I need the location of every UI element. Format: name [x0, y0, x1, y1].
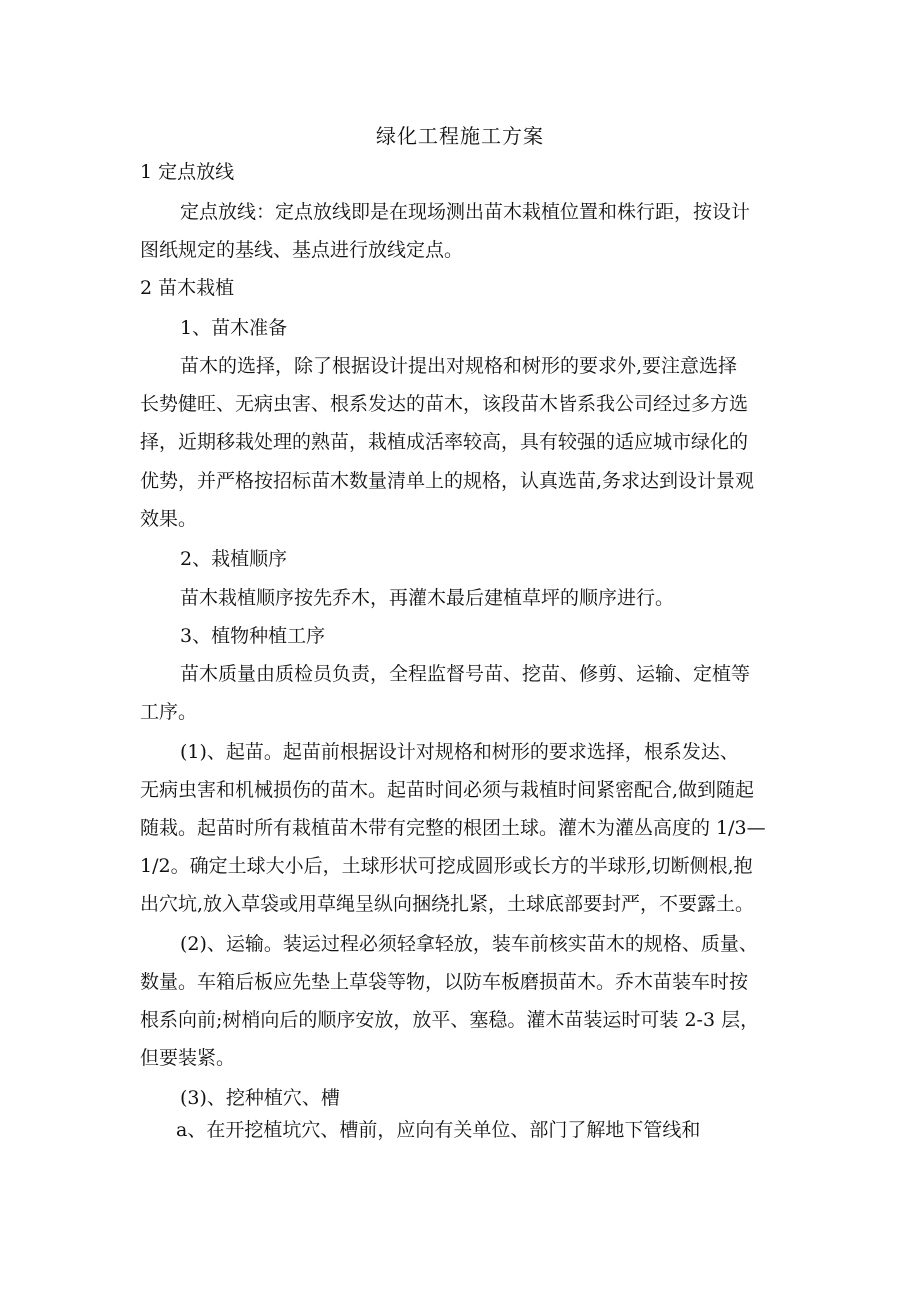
paragraph-line: a、在开挖植坑穴、槽前，应向有关单位、部门了解地下管线和 — [176, 1119, 701, 1141]
paragraph-line: 无病虫害和机械损伤的苗木。起苗时间必须与栽植时间紧密配合,做到随起 — [140, 779, 755, 801]
paragraph-line: 择，近期移栽处理的熟苗，栽植成活率较高，具有较强的适应城市绿化的 — [140, 431, 749, 453]
paragraph-line: 随栽。起苗时所有栽植苗木带有完整的根团土球。灌木为灌丛高度的 1/3— — [140, 817, 766, 839]
paragraph-line: (2)、运输。装运过程必须轻拿轻放，装车前核实苗木的规格、质量、 — [180, 933, 758, 955]
paragraph-line: 根系向前;树梢向后的顺序安放，放平、塞稳。灌木苗装运时可装 2-3 层， — [140, 1009, 760, 1031]
subheading-dig-pits: (3)、挖种植穴、槽 — [180, 1087, 340, 1109]
paragraph-line: 但要装紧。 — [140, 1047, 236, 1069]
paragraph-line: 出穴坑,放入草袋或用草绳呈纵向捆绕扎紧，土球底部要封严，不要露土。 — [140, 893, 755, 915]
paragraph-line: 苗木的选择，除了根据设计提出对规格和树形的要求外,要注意选择 — [180, 355, 738, 377]
paragraph-line: 长势健旺、无病虫害、根系发达的苗木，该段苗木皆系我公司经过多方选 — [140, 393, 749, 415]
paragraph-line: 苗木栽植顺序按先乔木，再灌木最后建植草坪的顺序进行。 — [180, 587, 675, 609]
paragraph-line: 图纸规定的基线、基点进行放线定点。 — [140, 239, 464, 261]
paragraph-line: 工序。 — [140, 701, 198, 723]
heading-2-planting: 2 苗木栽植 — [140, 277, 235, 299]
subheading-planting-order: 2、栽植顺序 — [180, 548, 288, 570]
paragraph-line: 1/2。确定土球大小后，土球形状可挖成圆形或长方的半球形,切断侧根,抱 — [140, 855, 753, 877]
paragraph-line: 数量。车箱后板应先垫上草袋等物，以防车板磨损苗木。乔木苗装车时按 — [140, 971, 749, 993]
document-title: 绿化工程施工方案 — [376, 124, 544, 148]
heading-1-stakeout: 1 定点放线 — [140, 161, 235, 183]
paragraph-line: 效果。 — [140, 508, 198, 530]
subheading-seedling-prep: 1、苗木准备 — [180, 317, 288, 339]
paragraph-line: (1)、起苗。起苗前根据设计对规格和树形的要求选择，根系发达、 — [180, 741, 739, 763]
subheading-planting-procedure: 3、植物种植工序 — [180, 625, 326, 647]
paragraph-line: 定点放线：定点放线即是在现场测出苗木栽植位置和株行距，按设计 — [180, 201, 751, 223]
paragraph-line: 优势，并严格按招标苗木数量清单上的规格，认真选苗,务求达到设计景观 — [140, 470, 755, 492]
paragraph-line: 苗木质量由质检员负责，全程监督号苗、挖苗、修剪、运输、定植等 — [180, 663, 751, 685]
